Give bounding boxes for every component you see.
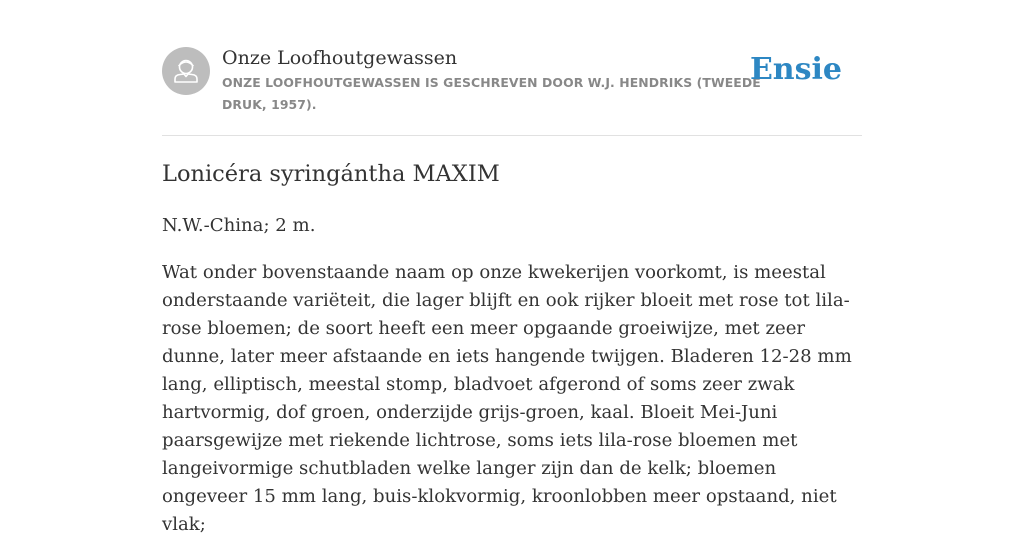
source-title[interactable]: Onze Loofhoutgewassen <box>222 47 458 69</box>
article <box>162 158 862 539</box>
source-header <box>162 46 862 136</box>
source-description: ONZE LOOFHOUTGEWASSEN IS GESCHREVEN DOOR W.J. HENDRIKS (TWEEDE DRUK, 1957). <box>222 75 761 112</box>
ensie-logo[interactable]: Ensie <box>749 52 842 87</box>
divider <box>162 135 862 136</box>
article-paragraph: Wat onder bovenstaande naam op onze kwekerijen voorkomt, is meestal onderstaande variëteit, die lager blijft en ook rijker bloeit met rose tot lila-rose bloemen; de soort heeft een meer opgaande groeiwijze, met zeer dunne, later meer afstaande en iets hangende twijgen. Bladeren 12-28 mm lang, elliptisch, meestal stomp, bladvoet afgerond of soms zeer zwak hartvormig, dof groen, onderzijde grijs-groen, kaal. Bloeit Mei-Juni paarsgewijze met riekende lichtrose, soms iets lila-rose bloemen met langeivormige schutbladen welke langer zijn dan de kelk; bloemen ongeveer 15 mm lang, buis-klokvormig, kroonlobben meer opstaand, niet vlak; <box>162 262 852 535</box>
entry-title: Lonicéra syringántha MAXIM <box>162 161 500 187</box>
article-paragraph: N.W.-China; 2 m. <box>162 215 316 236</box>
user-placeholder-icon <box>162 47 210 95</box>
